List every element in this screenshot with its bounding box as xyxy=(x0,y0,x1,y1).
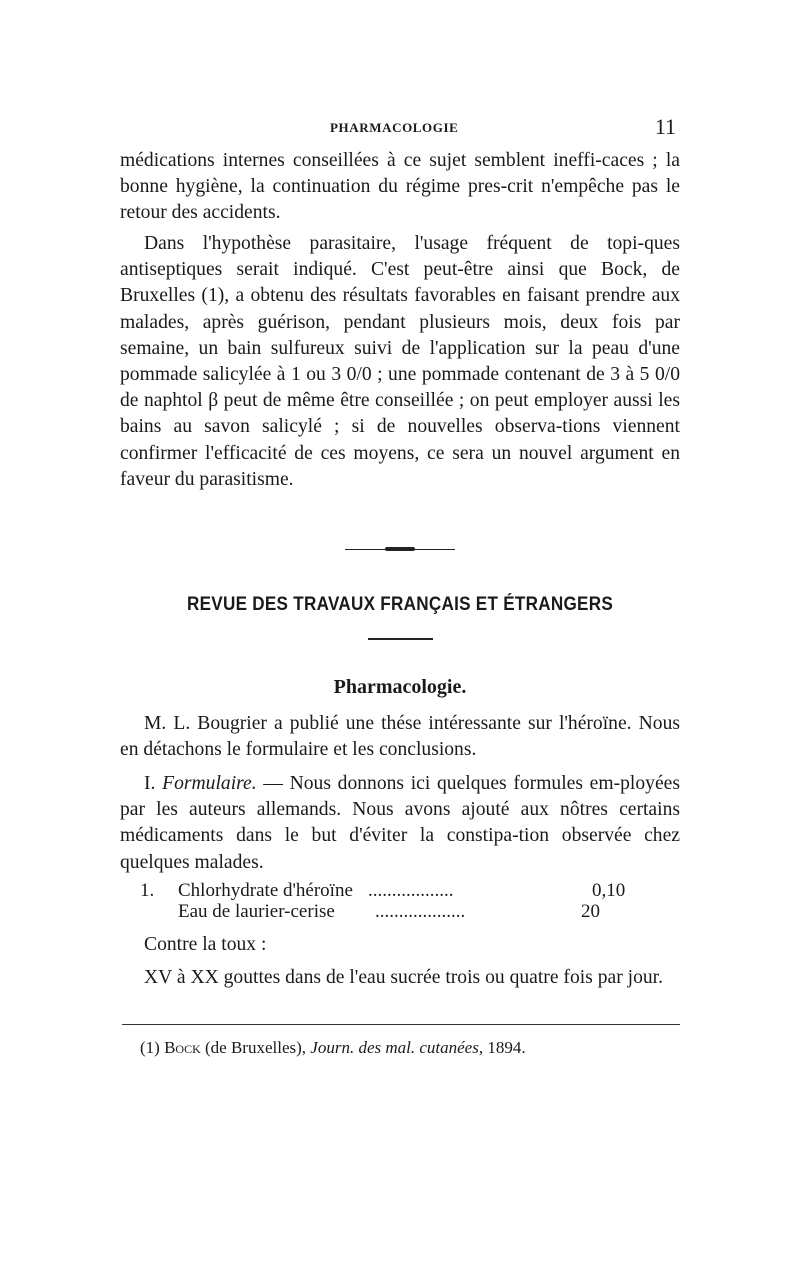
recipe-leader-dots: .................. xyxy=(368,880,454,901)
recipe-number: 1. xyxy=(140,880,155,901)
formulaire-text: — Nous donnons ici quelques formules em-ployées par les auteurs allemands. Nous avons ajouté aux nôtres certains médicaments dans le but d'éviter la constipa-tion observée chez quelques malades. xyxy=(120,773,680,873)
page-number: 11 xyxy=(654,114,676,139)
paragraph-bougrier: M. L. Bougrier a publié une thése intéressante sur l'héroïne. Nous en détachons le formulaire et les conclusions. xyxy=(120,713,680,761)
recipe-leader-dots: ................... xyxy=(375,901,466,922)
formulaire-prefix: I. xyxy=(144,773,163,794)
paragraph-parasitic-hypothesis: Dans l'hypothèse parasitaire, l'usage fréquent de topi-ques antiseptiques serait indiqué. C'est peut-être ainsi que Bock, de Bruxelles (1), a obtenu des résultats favorables en faisant prendre aux malades, après guérison, pendant plusieurs mois, deux fois par semaine, un bain sulfureux suivi de l'application sur la peau d'une pommade salicylée à 1 ou 3 0/0 ; une pommade contenant de 3 à 5 0/0 de naphtol β peut de même être conseillée ; on peut employer aussi les bains au savon salicylé ; si de nouvelles observa-tions viennent confirmer l'efficacité de ces moyens, ce sera un nouvel argument en faveur du parasitisme. xyxy=(120,233,680,490)
ornamental-divider xyxy=(345,548,455,552)
section-rule xyxy=(368,638,433,640)
paragraph-contre-la-toux: Contre la toux : xyxy=(144,934,267,955)
footnote-rule xyxy=(122,1024,680,1025)
footnote-author: Bock xyxy=(164,1038,201,1057)
running-header xyxy=(120,114,680,140)
formulaire-heading: Formulaire. xyxy=(162,773,257,794)
subsection-title: Pharmacologie. xyxy=(333,676,467,698)
paragraph-formulaire xyxy=(120,771,680,876)
recipe-ingredient: Eau de laurier-cerise xyxy=(178,901,335,922)
recipe-ingredient: Chlorhydrate d'héroïne xyxy=(178,880,353,901)
footnote-year: 1894. xyxy=(483,1038,526,1057)
footnote-place: (de Bruxelles), xyxy=(200,1038,311,1057)
paragraph-continuation: médications internes conseillées à ce sujet semblent ineffi-caces ; la bonne hygiène, la continuation du régime pres-crit n'empêche pas le retour des accidents. xyxy=(120,150,680,224)
running-title: PHARMACOLOGIE xyxy=(330,120,459,135)
footnote-journal: Journ. des mal. cutanées, xyxy=(310,1038,484,1057)
paragraph-dosage: XV à XX gouttes dans de l'eau sucrée trois ou quatre fois par jour. xyxy=(144,967,664,988)
recipe-dose: 0,10 xyxy=(592,880,626,901)
footnote xyxy=(140,1038,526,1058)
section-title: REVUE DES TRAVAUX FRANÇAIS ET ÉTRANGERS xyxy=(186,594,614,615)
recipe-dose: 20 xyxy=(581,901,600,922)
footnote-mark: (1) xyxy=(140,1038,165,1057)
